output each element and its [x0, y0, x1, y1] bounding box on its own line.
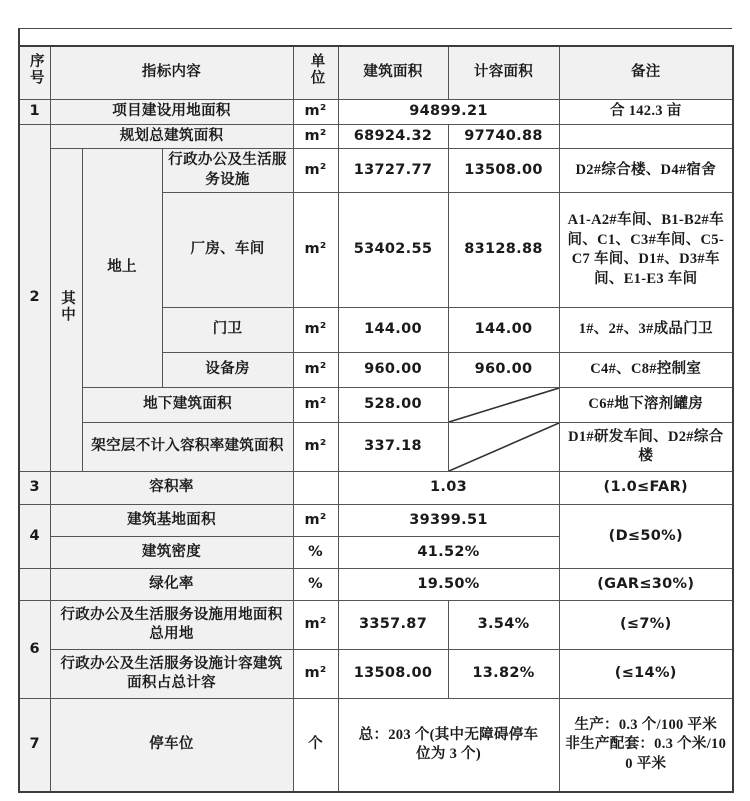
- row-label: 行政办公及生活服务设施: [162, 149, 293, 193]
- row-label: 地下建筑面积: [82, 388, 293, 423]
- row-label: 门卫: [162, 308, 293, 353]
- header-unit-label: 单位: [308, 53, 325, 87]
- row-floor-area: 960.00: [338, 353, 448, 388]
- row-label: 建筑基地面积: [50, 505, 293, 537]
- row-unit: m²: [293, 100, 338, 125]
- row-remark: D2#综合楼、D4#宿舍: [559, 149, 733, 193]
- row-unit: m²: [293, 650, 338, 699]
- table-row: [19, 423, 733, 472]
- row-unit: m²: [293, 193, 338, 308]
- row-unit: m²: [293, 505, 338, 537]
- table-row: [19, 149, 733, 193]
- row-remark: (D≤50%): [559, 505, 733, 569]
- row-remark: 合 142.3 亩: [559, 100, 733, 125]
- table-row: [19, 699, 733, 793]
- table-row: [19, 100, 733, 125]
- row-far-area: 3.54%: [448, 601, 559, 650]
- row-remark: C6#地下溶剂罐房: [559, 388, 733, 423]
- row-floor-area: 53402.55: [338, 193, 448, 308]
- row-unit: m²: [293, 124, 338, 149]
- group-qizhong-label: 其中: [58, 290, 75, 324]
- row-floor-area: 13508.00: [338, 650, 448, 699]
- row-value-span: 39399.51: [338, 505, 559, 537]
- row-unit: [293, 472, 338, 505]
- row-far-area-not-applicable: [448, 388, 559, 423]
- header-remark: 备注: [559, 46, 733, 100]
- row-remark: (≤7%): [559, 601, 733, 650]
- row-seq: 7: [19, 699, 50, 793]
- group-qizhong: [50, 149, 82, 472]
- economic-indicator-table: [18, 45, 734, 793]
- table-row: [19, 472, 733, 505]
- row-label: 行政办公及生活服务设施计容建筑面积占总计容: [50, 650, 293, 699]
- row-label: 建筑密度: [50, 537, 293, 569]
- row-remark: D1#研发车间、D2#综合楼: [559, 423, 733, 472]
- header-far-area: 计容面积: [448, 46, 559, 100]
- row-remark: A1-A2#车间、B1-B2#车间、C1、C3#车间、C5-C7 车间、D1#、D3#车间、E1-E3 车间: [559, 193, 733, 308]
- group-above-ground-label: 地上: [107, 259, 137, 276]
- row-unit: m²: [293, 308, 338, 353]
- header-seq: [19, 46, 50, 100]
- table-header-row: [19, 46, 733, 100]
- diagonal-strike-icon: [449, 423, 559, 471]
- row-seq: 2: [19, 124, 50, 472]
- row-remark: (≤14%): [559, 650, 733, 699]
- remark-line: 生产：0.3 个/100 平米: [574, 716, 718, 733]
- row-unit: m²: [293, 423, 338, 472]
- row-unit: %: [293, 569, 338, 601]
- row-seq: [19, 569, 50, 601]
- row-label: 绿化率: [50, 569, 293, 601]
- row-floor-area: 144.00: [338, 308, 448, 353]
- row-remark: [559, 124, 733, 149]
- row-unit: m²: [293, 388, 338, 423]
- diagonal-strike-icon: [449, 388, 559, 422]
- table-row: [19, 124, 733, 149]
- remark-line: 非生产配套：0.3 个米/100 平米: [565, 736, 727, 773]
- table-row: [19, 569, 733, 601]
- row-remark: 1#、2#、3#成品门卫: [559, 308, 733, 353]
- table-row: [19, 388, 733, 423]
- row-far-area: 83128.88: [448, 193, 559, 308]
- row-value-span: 41.52%: [338, 537, 559, 569]
- row-floor-area: 68924.32: [338, 124, 448, 149]
- row-value-span: 94899.21: [338, 100, 559, 125]
- table-row: [19, 505, 733, 537]
- row-remark: [559, 699, 733, 793]
- row-far-area: 144.00: [448, 308, 559, 353]
- row-seq: 4: [19, 505, 50, 569]
- row-value-span: 19.50%: [338, 569, 559, 601]
- row-far-area: 13508.00: [448, 149, 559, 193]
- row-floor-area: 3357.87: [338, 601, 448, 650]
- row-far-area: 97740.88: [448, 124, 559, 149]
- row-far-area: 13.82%: [448, 650, 559, 699]
- row-seq: 6: [19, 601, 50, 699]
- row-unit: m²: [293, 353, 338, 388]
- header-indicator: 指标内容: [50, 46, 293, 100]
- row-far-area-not-applicable: [448, 423, 559, 472]
- row-unit: 个: [293, 699, 338, 793]
- row-seq: 1: [19, 100, 50, 125]
- row-value-span: 总：203 个(其中无障碍停车位为 3 个): [338, 699, 559, 793]
- row-far-area: 960.00: [448, 353, 559, 388]
- row-unit: m²: [293, 149, 338, 193]
- row-label: 厂房、车间: [162, 193, 293, 308]
- row-remark: C4#、C8#控制室: [559, 353, 733, 388]
- group-above-ground: [82, 149, 162, 388]
- table-row: [19, 650, 733, 699]
- row-floor-area: 13727.77: [338, 149, 448, 193]
- header-unit: [293, 46, 338, 100]
- table-row: [19, 601, 733, 650]
- header-floor-area: 建筑面积: [338, 46, 448, 100]
- row-floor-area: 528.00: [338, 388, 448, 423]
- row-unit: %: [293, 537, 338, 569]
- row-label: 项目建设用地面积: [50, 100, 293, 125]
- row-label: 设备房: [162, 353, 293, 388]
- row-label: 容积率: [50, 472, 293, 505]
- row-floor-area: 337.18: [338, 423, 448, 472]
- row-label: 停车位: [50, 699, 293, 793]
- row-label: 架空层不计入容积率建筑面积: [82, 423, 293, 472]
- row-remark: (1.0≤FAR): [559, 472, 733, 505]
- row-label: 行政办公及生活服务设施用地面积总用地: [50, 601, 293, 650]
- row-seq: 3: [19, 472, 50, 505]
- indicator-table-container: [18, 45, 732, 793]
- header-seq-label: 序号: [27, 53, 44, 87]
- row-value-span: 1.03: [338, 472, 559, 505]
- row-remark: (GAR≤30%): [559, 569, 733, 601]
- row-label: 规划总建筑面积: [50, 124, 293, 149]
- row-unit: m²: [293, 601, 338, 650]
